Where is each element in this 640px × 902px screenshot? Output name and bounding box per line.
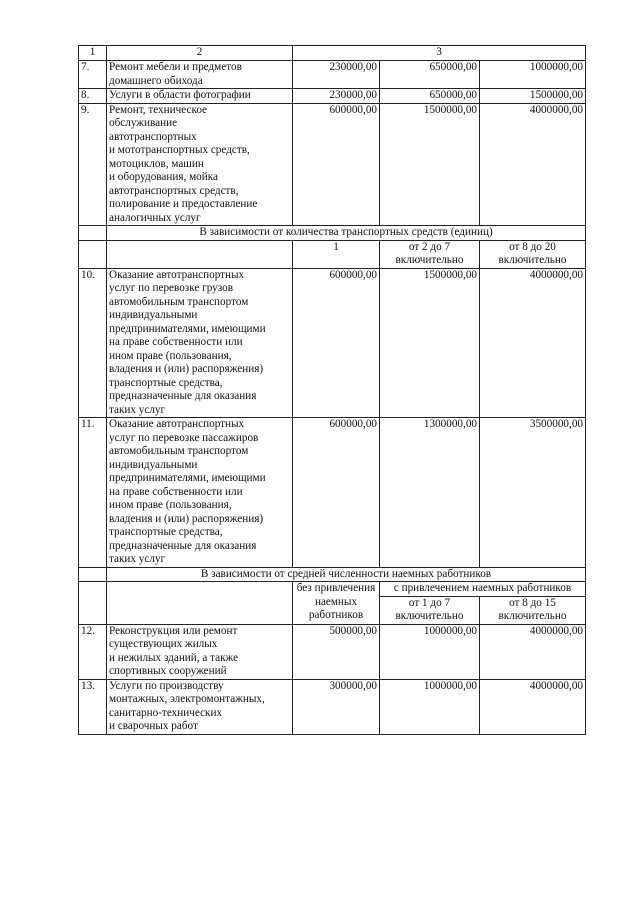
vehicle-count-1: 1 [293, 240, 380, 268]
rate-value: 650000,00 [380, 89, 480, 104]
rate-value: 600000,00 [293, 103, 380, 226]
service-name [107, 268, 293, 418]
row-number: 8. [79, 89, 107, 104]
section-heading-row [79, 567, 586, 582]
service-line: полирование и предоставление [109, 198, 258, 210]
rate-value: 650000,00 [380, 61, 480, 89]
table-row [79, 61, 586, 89]
tax-rate-table [78, 45, 586, 735]
rate-value: 3500000,00 [480, 418, 586, 568]
empty-cell [107, 582, 293, 625]
rate-value: 600000,00 [293, 268, 380, 418]
service-line: таких услуг [109, 553, 166, 565]
table-row [79, 624, 586, 679]
service-line: автомобильным транспортом [109, 295, 249, 308]
service-line: услуг по перевозке пассажиров [109, 431, 259, 444]
service-line: аналогичных услуг [109, 211, 201, 224]
rate-value: 4000000,00 [480, 624, 586, 679]
service-line: обслуживание [109, 117, 178, 129]
service-name [107, 624, 293, 679]
rate-value: 600000,00 [293, 418, 380, 568]
rate-value: 4000000,00 [480, 268, 586, 418]
service-line: ином праве (пользования, [109, 349, 232, 362]
service-line: транспортные средства, [109, 526, 223, 538]
rate-value: 300000,00 [293, 679, 380, 734]
service-name [107, 679, 293, 734]
section-title: В зависимости от количества транспортных средств (единиц) [107, 226, 586, 241]
service-name: Ремонт мебели и предметов домашнего обихода [107, 61, 293, 89]
without-workers: без привлечения наемных работников [293, 582, 380, 625]
empty-cell [107, 240, 293, 268]
rate-value: 1500000,00 [380, 268, 480, 418]
row-number: 7. [79, 61, 107, 89]
header-col-3: 3 [293, 46, 586, 61]
rate-value: 1500000,00 [480, 89, 586, 104]
service-line: предпринимателями, имеющими [109, 322, 266, 335]
rate-value: 230000,00 [293, 61, 380, 89]
table-row [79, 103, 586, 226]
vehicle-count-8-20: от 8 до 20 включительно [480, 240, 586, 268]
with-workers: с привлечением наемных работников [380, 582, 586, 597]
empty-cell [79, 567, 107, 582]
rate-value: 4000000,00 [480, 679, 586, 734]
service-line: предназначенные для оказания [109, 390, 257, 402]
service-name: Услуги в области фотографии [107, 89, 293, 104]
service-line: Ремонт, техническое [109, 103, 208, 116]
rate-value: 500000,00 [293, 624, 380, 679]
service-line: транспортные средства, [109, 376, 223, 389]
rate-value: 1000000,00 [380, 624, 480, 679]
rate-value: 1000000,00 [480, 61, 586, 89]
service-line: автомобильным транспортом [109, 445, 249, 457]
service-line: таких услуг [109, 403, 166, 416]
row-number: 11. [79, 418, 107, 568]
row-number: 13. [79, 679, 107, 734]
header-col-1: 1 [79, 46, 107, 61]
service-line: услуг по перевозке грузов [109, 282, 234, 294]
rate-value: 1300000,00 [380, 418, 480, 568]
service-line: санитарно-технических [109, 706, 223, 719]
table-row [79, 679, 586, 734]
service-line: предназначенные для оказания [109, 539, 257, 552]
row-number: 9. [79, 103, 107, 226]
row-number: 12. [79, 624, 107, 679]
service-line: предпринимателями, имеющими [109, 472, 266, 484]
empty-cell [79, 582, 107, 625]
service-line: Реконструкция или ремонт [109, 624, 238, 637]
service-line: монтажных, электромонтажных, [109, 693, 265, 705]
service-line: мотоциклов, машин [109, 157, 204, 170]
service-line: и оборудования, мойка [109, 171, 218, 183]
service-name [107, 418, 293, 568]
service-line: автотранспортных средств, [109, 184, 239, 197]
empty-cell [79, 226, 107, 241]
service-line: на праве собственности или [109, 336, 243, 348]
vehicle-count-2-7: от 2 до 7 включительно [380, 240, 480, 268]
row-number: 10. [79, 268, 107, 418]
rate-value: 230000,00 [293, 89, 380, 104]
section-heading-row [79, 226, 586, 241]
service-line: автотранспортных [109, 130, 197, 143]
table-row [79, 418, 586, 568]
service-line: владения и (или) распоряжения) [109, 363, 264, 375]
rate-value: 1500000,00 [380, 103, 480, 226]
section-subheader-row [79, 582, 586, 597]
workers-1-7: от 1 до 7 включительно [380, 596, 480, 624]
rate-value: 1000000,00 [380, 679, 480, 734]
section-title: В зависимости от средней численности наемных работников [107, 567, 586, 582]
service-line: и мототранспортных средств, [109, 144, 250, 156]
service-line: и нежилых зданий, а также [109, 651, 239, 664]
service-line: Услуги по производству [109, 679, 224, 692]
service-line: индивидуальными [109, 309, 198, 321]
service-line: и сварочных работ [109, 720, 198, 732]
service-line: ином праве (пользования, [109, 499, 232, 511]
header-col-2: 2 [107, 46, 293, 61]
header-row [79, 46, 586, 61]
table-row [79, 89, 586, 104]
rate-value: 4000000,00 [480, 103, 586, 226]
section-subheader-row [79, 240, 586, 268]
service-line: Оказание автотранспортных [109, 418, 245, 430]
service-line: на праве собственности или [109, 485, 243, 498]
workers-8-15: от 8 до 15 включительно [480, 596, 586, 624]
service-line: Оказание автотранспортных [109, 268, 245, 281]
service-line: спортивных сооружений [109, 665, 227, 677]
service-line: владения и (или) распоряжения) [109, 512, 264, 525]
service-line: существующих жилых [109, 638, 218, 650]
table-row [79, 268, 586, 418]
empty-cell [79, 240, 107, 268]
service-line: индивидуальными [109, 458, 198, 471]
service-name [107, 103, 293, 226]
